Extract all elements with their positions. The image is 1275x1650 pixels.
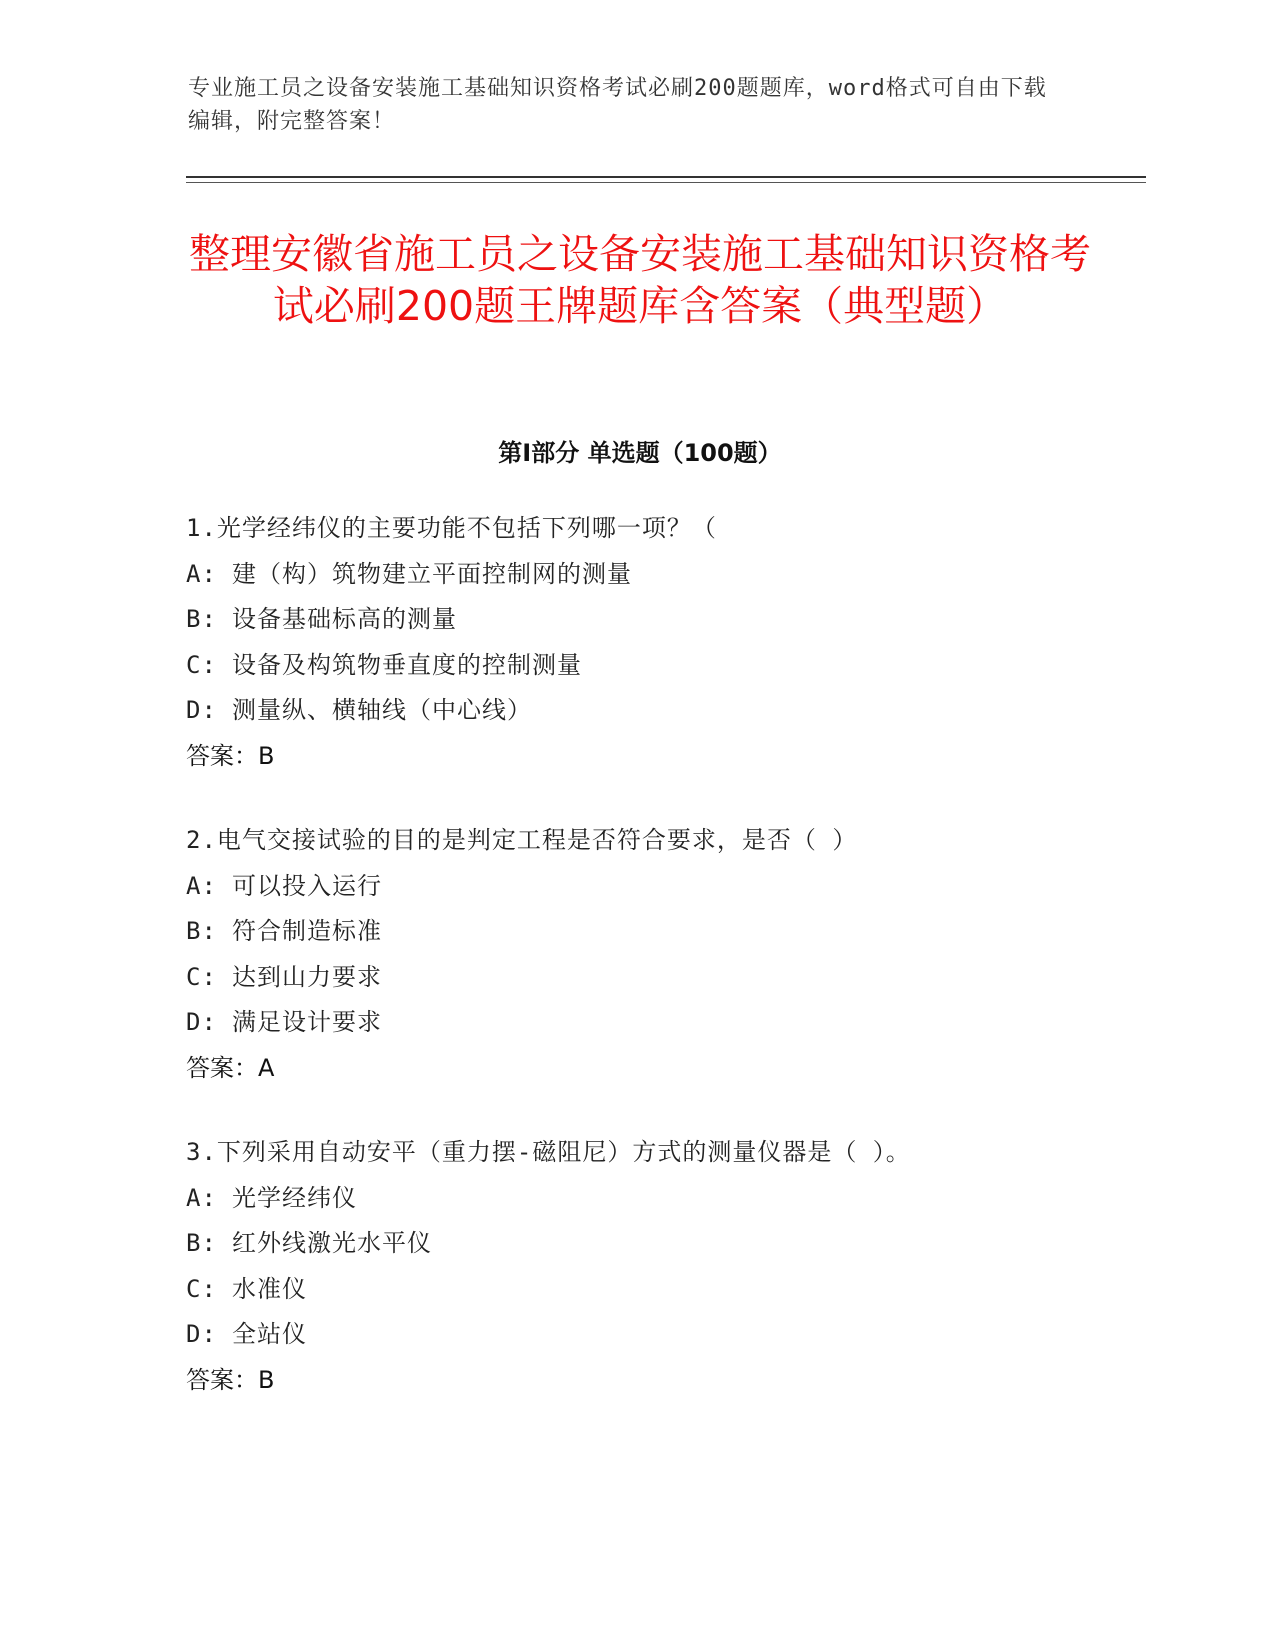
option-a <box>186 864 1146 910</box>
option-b <box>186 1221 1146 1267</box>
document-title: 整理安徽省施工员之设备安装施工基础知识资格考试必刷200题王牌题库含答案（典型题） <box>189 230 1091 330</box>
question-1 <box>186 506 1146 779</box>
option-key: B: <box>186 917 217 945</box>
header-divider-thin <box>186 182 1146 183</box>
answer-value: B <box>258 1365 275 1394</box>
option-text: 设备及构筑物垂直度的控制测量 <box>232 650 582 679</box>
option-c <box>186 643 1146 689</box>
option-text: 全站仪 <box>232 1320 307 1348</box>
option-b <box>186 597 1146 643</box>
option-d <box>186 1312 1146 1358</box>
header-divider <box>186 176 1146 178</box>
option-key: A: <box>186 871 217 900</box>
answer-prefix: 答案： <box>186 741 258 770</box>
option-text: 可以投入运行 <box>232 871 382 900</box>
option-key: C: <box>186 650 217 679</box>
option-key: B: <box>186 605 217 633</box>
answer-value: B <box>258 741 275 770</box>
option-text: 测量纵、横轴线（中心线） <box>232 696 532 724</box>
option-text: 符合制造标准 <box>232 917 382 945</box>
answer-prefix: 答案： <box>186 1365 258 1394</box>
option-a <box>186 1176 1146 1222</box>
option-text: 达到山力要求 <box>232 962 382 991</box>
option-text: 设备基础标高的测量 <box>232 605 457 633</box>
option-key: A: <box>186 1183 217 1212</box>
option-key: B: <box>186 1229 217 1257</box>
question-stem: 2.电气交接试验的目的是判定工程是否符合要求，是否（ ） <box>186 826 858 854</box>
option-c <box>186 955 1146 1001</box>
option-key: A: <box>186 559 217 588</box>
answer-line <box>186 1046 1146 1092</box>
option-c <box>186 1267 1146 1313</box>
option-key: D: <box>186 1008 217 1036</box>
question-3 <box>186 1130 1146 1403</box>
option-key: C: <box>186 962 217 991</box>
answer-line <box>186 1358 1146 1404</box>
question-2 <box>186 818 1146 1091</box>
section-heading: 第I部分 单选题（100题） <box>498 439 782 467</box>
question-stem: 1.光学经纬仪的主要功能不包括下列哪一项？（ <box>186 514 717 542</box>
header-note: 专业施工员之设备安装施工基础知识资格考试必刷200题题库，word格式可自由下载编辑，附完整答案！ <box>188 76 1047 134</box>
answer-prefix: 答案： <box>186 1053 258 1082</box>
option-text: 建（构）筑物建立平面控制网的测量 <box>232 559 632 588</box>
option-text: 水准仪 <box>232 1274 307 1303</box>
option-text: 红外线激光水平仪 <box>232 1229 432 1257</box>
answer-line <box>186 734 1146 780</box>
option-text: 满足设计要求 <box>232 1008 382 1036</box>
option-key: D: <box>186 696 217 724</box>
question-stem: 3.下列采用自动安平（重力摆-磁阻尼）方式的测量仪器是（ ）。 <box>186 1138 911 1166</box>
option-text: 光学经纬仪 <box>232 1183 357 1212</box>
option-a <box>186 552 1146 598</box>
option-key: C: <box>186 1274 217 1303</box>
option-d <box>186 1000 1146 1046</box>
answer-value: A <box>258 1053 275 1082</box>
option-b <box>186 909 1146 955</box>
option-key: D: <box>186 1320 217 1348</box>
option-d <box>186 688 1146 734</box>
